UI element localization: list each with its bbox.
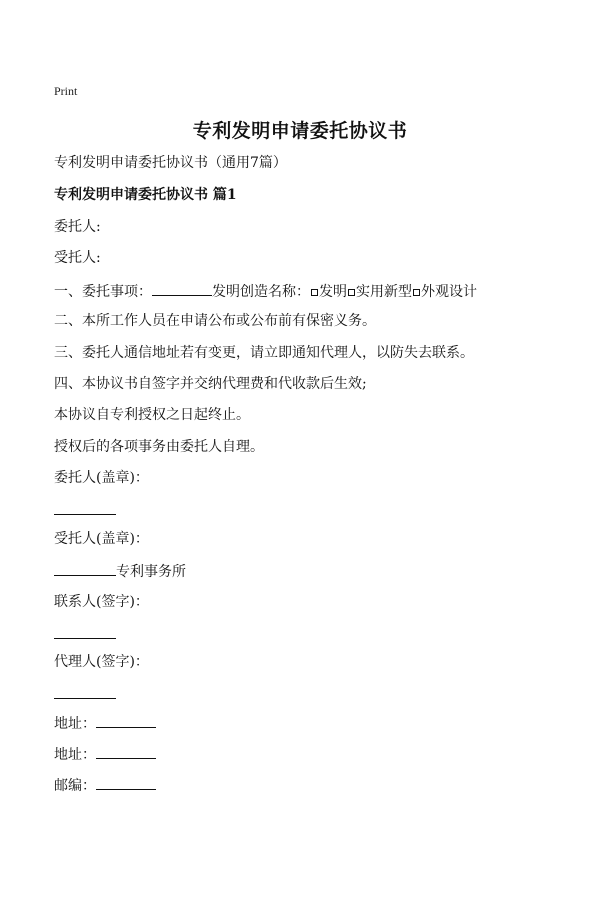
section-heading: 专利发明申请委托协议书 篇1 bbox=[54, 187, 237, 203]
postcode-line bbox=[54, 775, 156, 795]
item1-blank bbox=[152, 281, 212, 296]
term-line: 本协议自专利授权之日起终止。 bbox=[54, 407, 250, 423]
agent-sign-label: 代理人(签字)： bbox=[54, 654, 149, 670]
address2-label: 地址： bbox=[54, 747, 96, 763]
item-2: 二、本所工作人员在申请公布或公布前有保密义务。 bbox=[54, 313, 376, 329]
after-grant-line: 授权后的各项事务由委托人自理。 bbox=[54, 439, 264, 455]
document-title: 专利发明申请委托协议书 bbox=[192, 120, 408, 142]
option-utility: 实用新型 bbox=[356, 284, 412, 300]
principal-label: 委托人: bbox=[54, 219, 101, 235]
address1-blank bbox=[96, 713, 156, 728]
item1-middle: 发明创造名称： bbox=[212, 284, 310, 300]
agent-seal-label: 受托人(盖章)： bbox=[54, 531, 149, 547]
contact-sign-label: 联系人(签字)： bbox=[54, 594, 149, 610]
checkbox-design bbox=[413, 289, 420, 296]
postcode-label: 邮编： bbox=[54, 778, 96, 794]
item-1 bbox=[54, 281, 477, 301]
patent-firm-label: 专利事务所 bbox=[116, 564, 186, 580]
agent-sign-blank bbox=[54, 697, 116, 699]
option-design: 外观设计 bbox=[421, 284, 477, 300]
patent-firm-blank bbox=[54, 561, 116, 576]
principal-seal-blank bbox=[54, 513, 116, 515]
postcode-blank bbox=[96, 775, 156, 790]
item-4: 四、本协议书自签字并交纳代理费和代收款后生效; bbox=[54, 376, 367, 392]
patent-firm-line bbox=[54, 561, 186, 581]
principal-seal-label: 委托人(盖章)： bbox=[54, 470, 149, 486]
contact-sign-blank bbox=[54, 637, 116, 639]
item-3: 三、委托人通信地址若有变更，请立即通知代理人，以防失去联系。 bbox=[54, 345, 474, 361]
print-label: Print bbox=[54, 84, 78, 98]
option-invention: 发明 bbox=[319, 284, 347, 300]
address2-blank bbox=[96, 744, 156, 759]
document-subtitle: 专利发明申请委托协议书（通用7篇） bbox=[54, 155, 287, 171]
checkbox-invention bbox=[311, 289, 318, 296]
address1-label: 地址： bbox=[54, 716, 96, 732]
address-line-2 bbox=[54, 744, 156, 764]
address-line-1 bbox=[54, 713, 156, 733]
item1-prefix: 一、委托事项： bbox=[54, 284, 152, 300]
checkbox-utility bbox=[348, 289, 355, 296]
agent-label: 受托人: bbox=[54, 250, 101, 266]
